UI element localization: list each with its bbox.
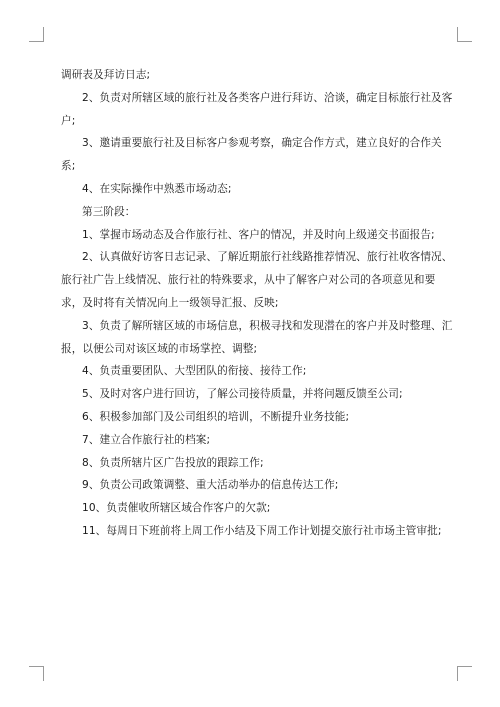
document-body [61, 64, 453, 543]
paragraph-10: 5、及时对客户进行回访，了解公司接待质量，并将问题反馈至公司; [82, 388, 403, 401]
paragraph-6: 1、掌握市场动态及合作旅行社、客户的情况，并及时向上级递交书面报告; [82, 228, 435, 241]
paragraph-8: 3、负责了解所辖区域的市场信息，积极寻找和发现潜在的客户并及时整理、汇报，以便公司对该区域的市场掌控、调整; [61, 319, 453, 355]
crop-mark-top-left [29, 27, 44, 42]
paragraph-3: 3、邀请重要旅行社及目标客户参观考察，确定合作方式，建立良好的合作关系; [61, 137, 442, 173]
paragraph-4: 4、在实际操作中熟悉市场动态; [82, 182, 232, 195]
crop-mark-bottom-right [457, 666, 472, 681]
crop-mark-bottom-left [29, 666, 44, 681]
paragraph-2: 2、负责对所辖区域的旅行社及各类客户进行拜访、洽谈，确定目标旅行社及客户; [61, 91, 453, 127]
crop-mark-top-right [457, 27, 472, 42]
paragraph-16: 11、每周日下班前将上周工作小结及下周工作计划提交旅行社市场主管审批; [82, 524, 442, 537]
paragraph-12: 7、建立合作旅行社的档案; [82, 433, 211, 446]
paragraph-1: 调研表及拜访日志; [61, 69, 151, 81]
section-heading: 第三阶段： [82, 205, 136, 218]
paragraph-11: 6、积极参加部门及公司组织的培训，不断提升业务技能; [82, 410, 350, 423]
paragraph-14: 9、负责公司政策调整、重大活动举办的信息传达工作; [82, 479, 339, 492]
paragraph-9: 4、负责重要团队、大型团队的衔接、接待工作; [82, 365, 307, 378]
paragraph-15: 10、负责催收所辖区域合作客户的欠款; [82, 502, 271, 515]
paragraph-13: 8、负责所辖片区广告投放的跟踪工作; [82, 456, 264, 469]
paragraph-7: 2、认真做好访客日志记录、了解近期旅行社线路推荐情况、旅行社收客情况、旅行社广告上线情况、旅行社的特殊要求，从中了解客户对公司的各项意见和要求，及时将有关情况向上一级领导汇报、反映; [61, 251, 453, 309]
